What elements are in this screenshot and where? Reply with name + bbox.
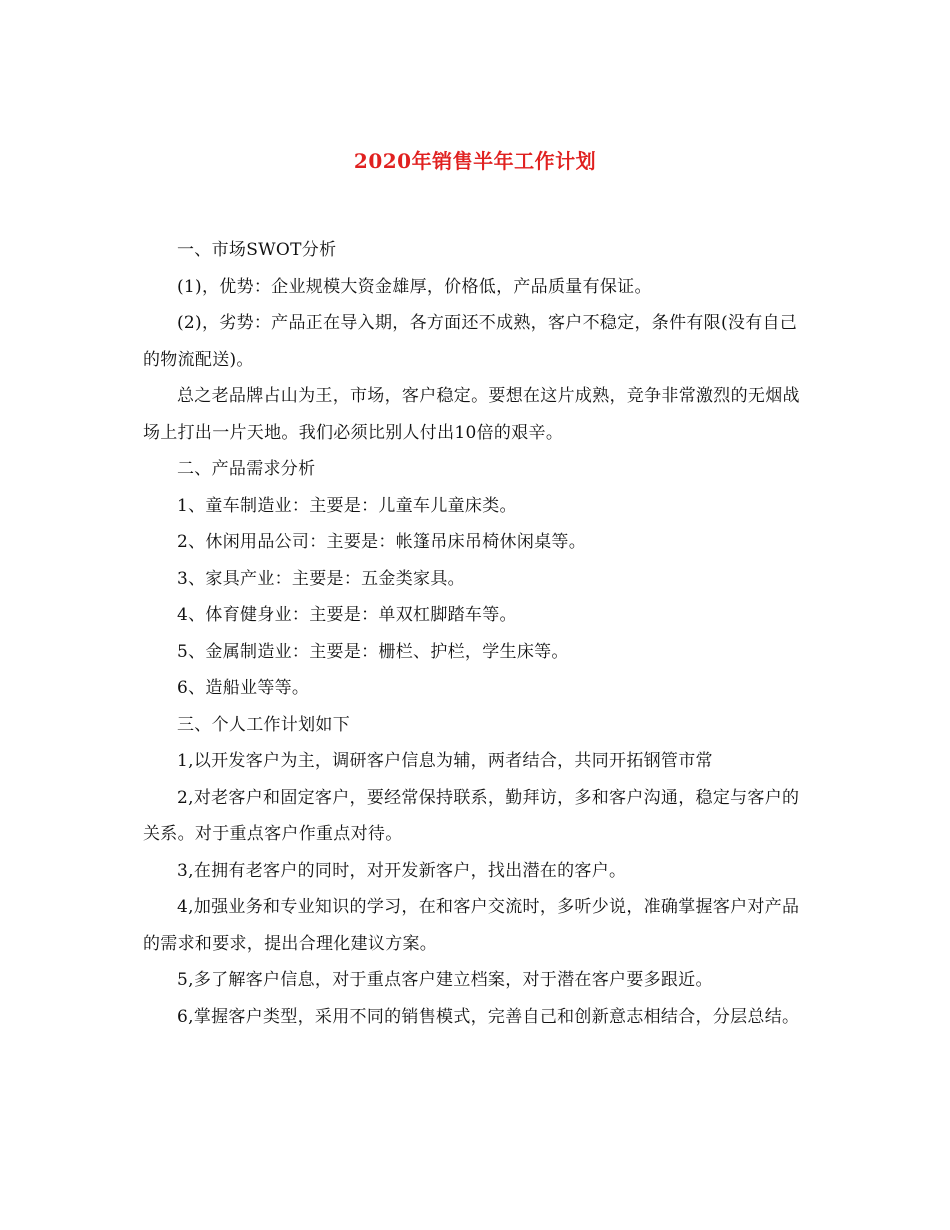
list-item-demand-3: 3、家具产业：主要是：五金类家具。 — [177, 568, 465, 589]
list-item-demand-2: 2、休闲用品公司：主要是：帐篷吊床吊椅休闲桌等。 — [177, 532, 587, 552]
list-item-plan-6: 6,掌握客户类型，采用不同的销售模式，完善自己和创新意志相结合，分层总结。 — [177, 1006, 800, 1027]
paragraph-strengths: (1)，优势：企业规模大资金雄厚，价格低，产品质量有保证。 — [177, 276, 652, 297]
list-item-plan-1: 1,以开发客户为主，调研客户信息为辅，两者结合，共同开拓钢管市常 — [177, 751, 713, 771]
document-title: 2020年销售半年工作计划 — [353, 149, 597, 173]
heading-work-plan: 三、个人工作计划如下 — [177, 714, 350, 735]
heading-product-demand: 二、产品需求分析 — [177, 459, 316, 479]
heading-market-swot: 一、市场SWOT分析 — [177, 240, 337, 260]
list-item-demand-6: 6、造船业等等。 — [177, 678, 310, 698]
list-item-plan-5: 5,多了解客户信息，对于重点客户建立档案，对于潜在客户要多跟近。 — [177, 970, 713, 990]
list-item-demand-4: 4、体育健身业：主要是：单双杠脚踏车等。 — [177, 605, 517, 625]
list-item-plan-4: 4,加强业务和专业知识的学习，在和客户交流时，多听少说，准确掌握客户对产品的需求和要求，提出合理化建议方案。 — [143, 897, 800, 954]
list-item-plan-2: 2,对老客户和固定客户，要经常保持联系，勤拜访，多和客户沟通，稳定与客户的关系。对于重点客户作重点对待。 — [143, 787, 800, 844]
document-body — [143, 232, 805, 1035]
paragraph-summary: 总之老品牌占山为王，市场，客户稳定。要想在这片成熟，竞争非常激烈的无烟战场上打出一片天地。我们必须比别人付出10倍的艰辛。 — [143, 386, 800, 443]
list-item-demand-1: 1、童车制造业：主要是：儿童车儿童床类。 — [177, 495, 517, 516]
paragraph-weaknesses: (2)，劣势：产品正在导入期，各方面还不成熟，客户不稳定，条件有限(没有自己的物流配送)。 — [143, 313, 798, 370]
list-item-plan-3: 3,在拥有老客户的同时，对开发新客户，找出潜在的客户。 — [177, 860, 627, 881]
list-item-demand-5: 5、金属制造业：主要是：栅栏、护栏，学生床等。 — [177, 641, 569, 662]
